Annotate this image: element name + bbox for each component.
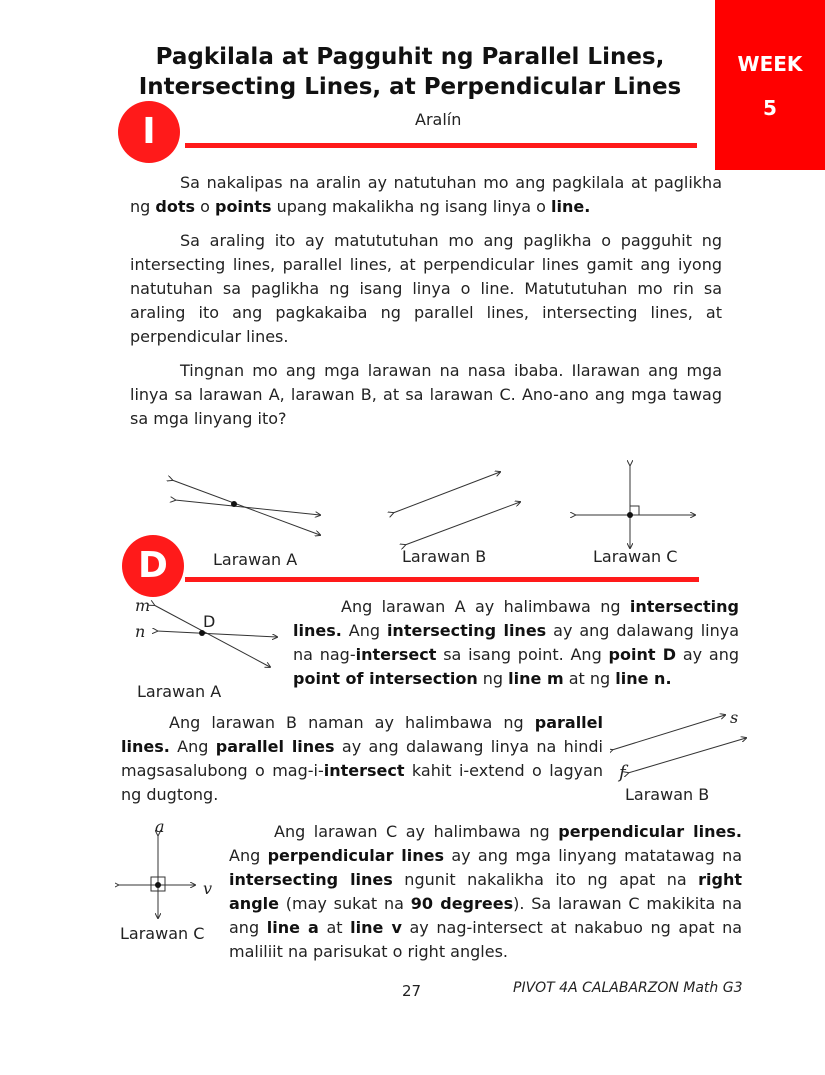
text-b-term-1: parallel lines.	[121, 713, 603, 756]
page-number: 27	[402, 982, 422, 1000]
text-b-term-2: parallel lines	[215, 737, 335, 756]
text-c-part-3: ay ang mga linyang matatawag na	[444, 846, 743, 865]
title-line-2: Intersecting Lines, at Perpendicular Lines	[138, 74, 682, 100]
text-c-part-5: (may sukat na	[278, 894, 411, 913]
text-c-part-7: at	[318, 918, 351, 937]
text-c-part-1: Ang larawan C ay halimbawa ng	[274, 822, 559, 841]
term-dots: dots	[155, 197, 196, 216]
week-label: WEEK	[737, 52, 803, 76]
text-a-part-6: ng	[477, 669, 509, 688]
week-badge	[715, 0, 825, 170]
text-c-term-5: 90 degrees	[410, 894, 514, 913]
text-b-part-4: kahit i-extend o lagyan ng dugtong.	[121, 761, 604, 804]
text-b-part-3: ay ang dalawang linya na hindi magsasalubong o mag-i-	[121, 737, 603, 780]
figure-a-detail-caption: Larawan A	[137, 682, 222, 701]
figure-a-detail	[132, 595, 282, 675]
figure-b-caption: Larawan B	[402, 547, 487, 566]
section-d-badge: D	[122, 535, 184, 597]
text-intersecting	[293, 595, 739, 691]
text-c-part-8: ay nag-intersect at nakabuo ng apat na maliliit na parisukat o right angles.	[229, 918, 743, 961]
text-a-part-5: ay ang	[676, 645, 740, 664]
line-a-label: a	[155, 817, 165, 836]
text-a-part-4: sa isang point. Ang	[436, 645, 609, 664]
intro-paragraph-1	[130, 171, 722, 219]
figure-b-parallel	[393, 472, 520, 545]
text-a-part-2: Ang	[341, 621, 387, 640]
text-a-term-5: point of intersection	[293, 669, 478, 688]
text-c-term-6: line a	[266, 918, 319, 937]
week-number: 5	[763, 96, 777, 120]
text-a-term-3: intersect	[355, 645, 437, 664]
intro-p1-text-b: o	[195, 197, 215, 216]
text-b-term-3: intersect	[323, 761, 405, 780]
text-a-part-3: ay ang dalawang linya na nag-	[293, 621, 740, 664]
intersection-point	[231, 501, 237, 507]
footer-source: PIVOT 4A CALABARZON Math G3	[513, 980, 743, 996]
figure-c-detail-caption: Larawan C	[120, 924, 205, 943]
line-m-label: m	[135, 596, 151, 615]
text-c-term-1: perpendicular lines.	[558, 822, 742, 841]
text-a-term-1: intersecting lines.	[293, 597, 739, 640]
text-c-part-2: Ang	[229, 846, 268, 865]
intro-p1-text-c: upang makalikha ng isang linya o	[271, 197, 552, 216]
text-c-part-6: ). Sa larawan C makikita na ang	[229, 894, 743, 937]
section-i-rule	[185, 143, 697, 148]
text-a-term-6: line m	[508, 669, 564, 688]
text-c-term-2: perpendicular lines	[267, 846, 444, 865]
text-a-part-1: Ang larawan A ay halimbawa ng	[341, 597, 630, 616]
title-line-1: Pagkilala at Pagguhit ng Parallel Lines,	[155, 44, 665, 70]
term-points: points	[214, 197, 272, 216]
figure-c-detail	[115, 825, 215, 925]
figure-b-detail-caption: Larawan B	[625, 785, 710, 804]
figure-c-perpendicular	[575, 465, 695, 548]
top-figures	[150, 460, 750, 550]
text-perpendicular	[229, 820, 742, 964]
intro-paragraph-2: Sa araling ito ay matututuhan mo ang paglikha o pagguhit ng intersecting lines, parallel lines, at perpendicular lines gamit ang iyong natutuhan sa paglikha ng isang linya o line. Matututuhan mo rin sa araling ito ang pagkakaiba ng parallel lines, intersecting lines, at perpendicular lines.	[130, 231, 722, 346]
text-a-term-2: intersecting lines	[386, 621, 547, 640]
section-d-rule	[185, 577, 699, 582]
text-c-term-4: right angle	[229, 870, 742, 913]
intro-text	[130, 171, 722, 441]
text-b-part-1: Ang larawan B naman ay halimbawa ng	[169, 713, 535, 732]
term-line: line.	[551, 197, 591, 216]
line-n-label: n	[135, 622, 146, 641]
text-a-part-7: at ng	[563, 669, 616, 688]
point-d-label: D	[203, 612, 216, 631]
text-parallel	[121, 711, 603, 807]
figure-a-intersecting	[172, 480, 320, 535]
page-title	[130, 42, 690, 102]
figure-c-caption: Larawan C	[593, 547, 678, 566]
text-a-term-4: point D	[608, 645, 677, 664]
intro-p1-text-a: Sa nakalipas na aralin ay natutuhan mo ang pagkilala at paglikha ng	[130, 173, 722, 216]
text-c-term-7: line v	[350, 918, 402, 937]
line-s-label: s	[730, 708, 739, 727]
figure-a-caption: Larawan A	[213, 550, 298, 569]
section-i-label: Aralín	[415, 110, 462, 129]
text-b-part-2: Ang	[169, 737, 216, 756]
text-c-term-3: intersecting lines	[229, 870, 393, 889]
line-f-label: f	[619, 762, 626, 783]
text-a-term-7: line n.	[615, 669, 672, 688]
line-v-label: v	[203, 879, 213, 898]
section-i-badge: I	[118, 101, 180, 163]
intro-paragraph-3: Tingnan mo ang mga larawan na nasa ibaba. Ilarawan ang mga linya sa larawan A, larawan B, at sa larawan C. Ano-ano ang mga tawag sa mga linyang ito?	[130, 361, 722, 428]
text-c-part-4: ngunit nakalikha ito ng apat na	[392, 870, 699, 889]
